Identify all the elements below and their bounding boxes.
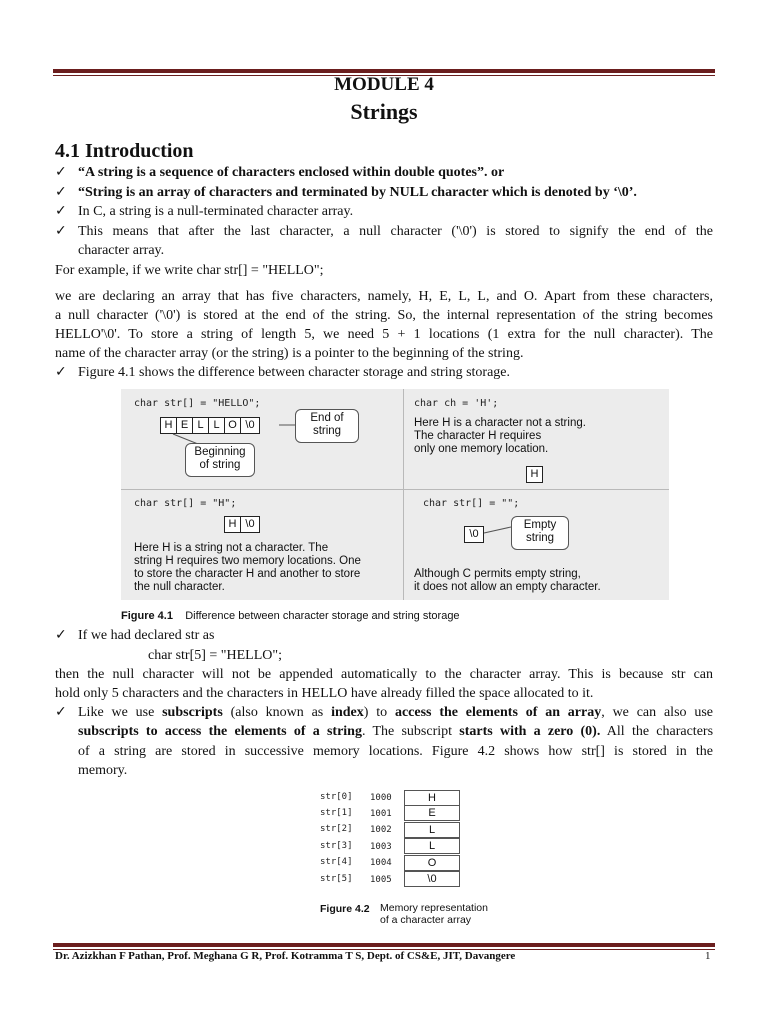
paragraph-example: For example, if we write char str[] = "HELLO";	[55, 263, 324, 278]
text-run-bold: index	[331, 705, 364, 720]
f2-address: 1005	[370, 875, 392, 885]
f2-value-cell: E	[404, 805, 460, 821]
caption-line: Memory representation	[380, 902, 488, 914]
check-icon: ✓	[55, 364, 67, 380]
array-cell: O	[224, 417, 241, 434]
text-line: string H requires two memory locations. One	[134, 555, 361, 567]
caption-label: Figure 4.2	[320, 903, 370, 915]
text-run: Like we use	[78, 705, 163, 720]
q3-description	[134, 542, 361, 594]
paragraph-2-line3: HELLO'\0'. To store a string of length 5, we need 5 + 1 locations (1 extra for the null character). The	[55, 327, 713, 342]
array-cell: H	[526, 466, 543, 483]
f2-index: str[3]	[320, 841, 353, 851]
check-icon: ✓	[55, 223, 67, 239]
bullet-4-line2: character array.	[78, 243, 165, 258]
q3-code: char str[] = "H";	[134, 498, 237, 509]
text-line: the null character.	[134, 581, 225, 593]
text-run-bold: starts with a zero (0).	[459, 724, 601, 739]
caption-text: Difference between character storage and string storage	[185, 610, 460, 622]
array-cell: L	[192, 417, 209, 434]
text-run: ) to	[363, 705, 395, 720]
text-line: to store the character H and another to store	[134, 568, 361, 580]
q1-callout-pointers	[121, 389, 403, 489]
callout-line: string	[312, 425, 342, 437]
end-of-string-callout	[295, 409, 359, 443]
bullet-7-line1	[78, 703, 713, 723]
array-cell: \0	[464, 526, 484, 543]
text-line: Although C permits empty string,	[414, 568, 581, 580]
bullet-3: In C, a string is a null-terminated character array.	[78, 204, 354, 219]
callout-line: of string	[199, 459, 241, 471]
text-line: it does not allow an empty character.	[414, 581, 601, 593]
module-title: MODULE 4	[334, 74, 434, 95]
section-heading: 4.1 Introduction	[55, 140, 194, 162]
check-icon: ✓	[55, 627, 67, 643]
f2-index: str[4]	[320, 857, 353, 867]
caption-label: Figure 4.1	[121, 610, 173, 622]
paragraph-3-line1: then the null character will not be appended automatically to the character array. This is because str can	[55, 667, 713, 682]
array-cell: \0	[240, 516, 260, 533]
footer-authors: Dr. Azizkhan F Pathan, Prof. Meghana G R, Prof. Kotramma T S, Dept. of CS&E, JIT, Davangere	[55, 950, 516, 962]
text-line: Here H is a character not a string.	[414, 417, 586, 429]
text-line: only one memory location.	[414, 443, 549, 455]
text-run: All the characters	[600, 724, 714, 739]
check-icon: ✓	[55, 704, 67, 720]
empty-string-callout	[511, 516, 569, 550]
text-run: . The subscript	[361, 724, 460, 739]
f2-address: 1000	[370, 793, 392, 803]
array-cell: L	[208, 417, 225, 434]
array-cell: H	[224, 516, 241, 533]
header-rule-thick	[53, 69, 715, 73]
check-icon: ✓	[55, 203, 67, 219]
paragraph-2-line2: a null character ('\0') is stored at the end of the string. So, the internal representation of the string becomes	[55, 308, 713, 323]
f2-index: str[2]	[320, 824, 353, 834]
beginning-of-string-callout	[185, 443, 255, 477]
q2-description	[414, 417, 586, 456]
f2-value-cell: L	[404, 822, 460, 838]
figure-4-2-caption-label	[320, 903, 370, 915]
page-title: Strings	[350, 99, 418, 124]
text-line: The character H requires	[414, 430, 542, 442]
callout-line: Empty	[523, 519, 557, 531]
callout-line: string	[525, 532, 555, 544]
page-number: 1	[705, 950, 711, 962]
array-cell: H	[160, 417, 177, 434]
bullet-7-line2	[78, 722, 713, 742]
bullet-2: “String is an array of characters and terminated by NULL character which is denoted by ‘\0’.	[78, 185, 637, 200]
f2-index: str[0]	[320, 792, 353, 802]
f2-value-cell: H	[404, 790, 460, 806]
q2-char-cell	[527, 466, 543, 483]
q4-code: char str[] = "";	[423, 498, 520, 509]
q1-code: char str[] = "HELLO";	[134, 398, 261, 409]
array-cell: \0	[240, 417, 260, 434]
f2-value-cell: O	[404, 855, 460, 871]
array-cell: E	[176, 417, 193, 434]
bullet-6: If we had declared str as	[78, 628, 215, 643]
paragraph-2-line1: we are declaring an array that has five characters, namely, H, E, L, L, and O. Apart from these characters,	[55, 289, 713, 304]
q4-description	[414, 568, 601, 594]
paragraph-3-line2: hold only 5 characters and the characters in HELLO have already filled the space allocated to it.	[55, 686, 594, 701]
text-run-bold: subscripts	[162, 705, 223, 720]
q2-code: char ch = 'H';	[414, 398, 499, 409]
figure-4-1	[121, 389, 669, 600]
text-run: (also known as	[222, 705, 332, 720]
paragraph-2-line4: name of the character array (or the string) is a pointer to the beginning of the string.	[55, 346, 524, 361]
text-run-bold: subscripts to access the elements of a string	[78, 724, 362, 739]
f2-address: 1004	[370, 858, 392, 868]
footer-rule-thick	[53, 943, 715, 947]
figure-4-2-caption-text	[380, 902, 488, 926]
caption-line: of a character array	[380, 914, 472, 926]
f2-address: 1002	[370, 825, 392, 835]
bullet-7-line3: of a string are stored in successive memory locations. Figure 4.2 shows how str[] is stored in the	[78, 744, 713, 759]
text-run: , we can also use	[601, 705, 713, 720]
check-icon: ✓	[55, 164, 67, 180]
f2-value-cell: L	[404, 838, 460, 854]
bullet-7-line4: memory.	[78, 763, 128, 778]
callout-line: End of	[310, 412, 344, 424]
code-example: char str[5] = "HELLO";	[148, 648, 283, 663]
f2-index: str[1]	[320, 808, 353, 818]
bullet-5: Figure 4.1 shows the difference between character storage and string storage.	[78, 365, 511, 380]
f2-address: 1001	[370, 809, 392, 819]
f2-value-cell: \0	[404, 871, 460, 887]
q3-char-array	[225, 516, 260, 533]
f2-index: str[5]	[320, 874, 353, 884]
f2-address: 1003	[370, 842, 392, 852]
callout-line: Beginning	[194, 446, 246, 458]
figure-4-1-caption	[121, 610, 460, 622]
bullet-1: “A string is a sequence of characters enclosed within double quotes”. or	[78, 165, 505, 180]
bullet-4-line1: This means that after the last character, a null character ('\0') is stored to signify the end of the	[78, 224, 713, 239]
text-line: Here H is a string not a character. The	[134, 542, 329, 554]
text-run-bold: access the elements of an array	[394, 705, 602, 720]
check-icon: ✓	[55, 184, 67, 200]
